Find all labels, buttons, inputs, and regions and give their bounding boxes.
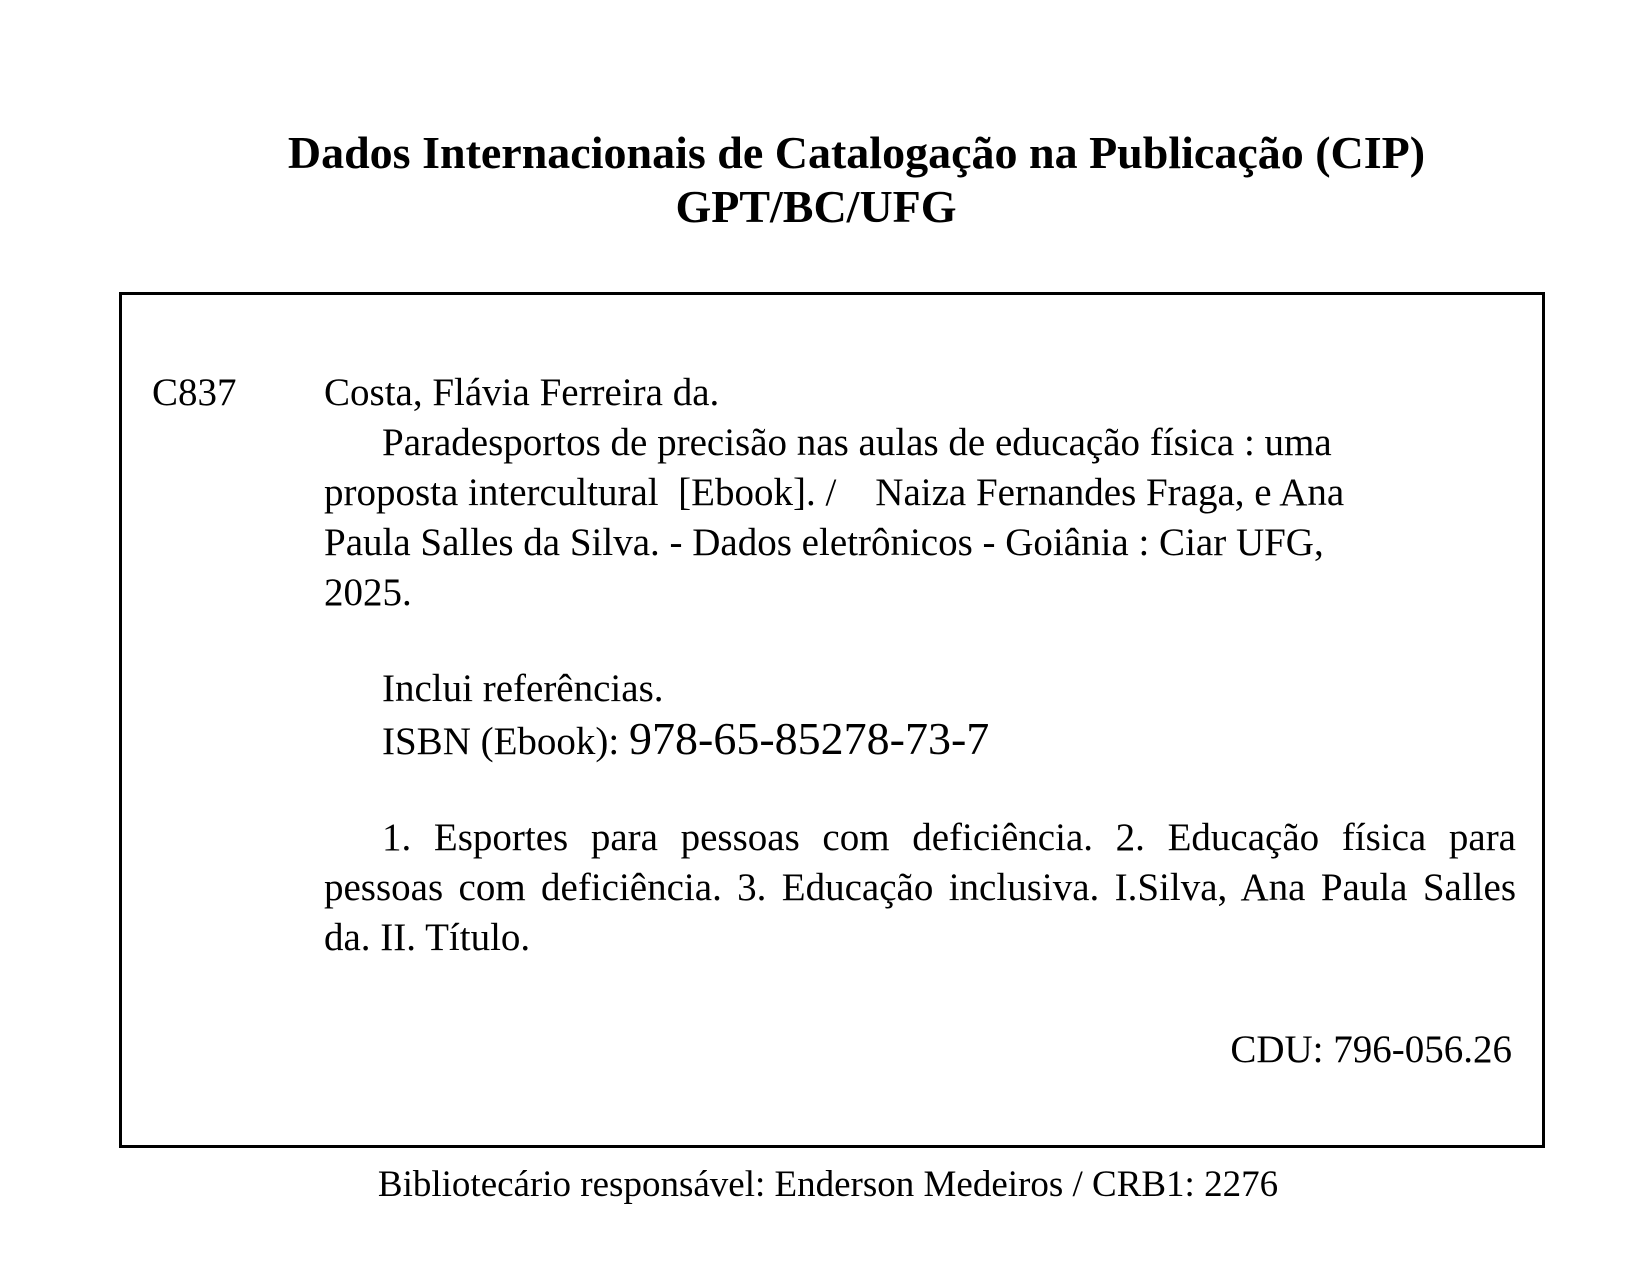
author-entry: Costa, Flávia Ferreira da. <box>324 371 720 414</box>
librarian-credit: Bibliotecário responsável: Enderson Medeiros / CRB1: 2276 <box>377 1164 1279 1205</box>
notes: Inclui referências. <box>382 667 664 710</box>
title-line-4: 2025. <box>324 571 412 614</box>
title-line-1: Paradesportos de precisão nas aulas de educação física : uma <box>382 421 1332 464</box>
catalog-card <box>119 292 1545 1148</box>
isbn-label: ISBN (Ebook): <box>382 720 629 763</box>
isbn-number: 978-65-85278-73-7 <box>629 713 990 764</box>
title-line-2: proposta intercultural [Ebook]. / Naiza Fernandes Fraga, e Ana <box>324 471 1345 514</box>
cdu-classification: CDU: 796-056.26 <box>1230 1028 1512 1071</box>
isbn-line <box>324 714 1516 767</box>
title-line-3: Paula Salles da Silva. - Dados eletrônicos - Goiânia : Ciar UFG, <box>324 521 1324 564</box>
page-subtitle: GPT/BC/UFG <box>675 181 957 232</box>
record-body <box>324 368 1516 963</box>
subject-headings: 1. Esportes para pessoas com deficiência. 2. Educação física para pessoas com deficiência. 3. Educação inclusiva. I.Silva, Ana Paula Salles da. II. Título. <box>324 816 1516 959</box>
call-number: C837 <box>152 371 237 414</box>
page-title: Dados Internacionais de Catalogação na Publicação (CIP) <box>287 127 1426 178</box>
